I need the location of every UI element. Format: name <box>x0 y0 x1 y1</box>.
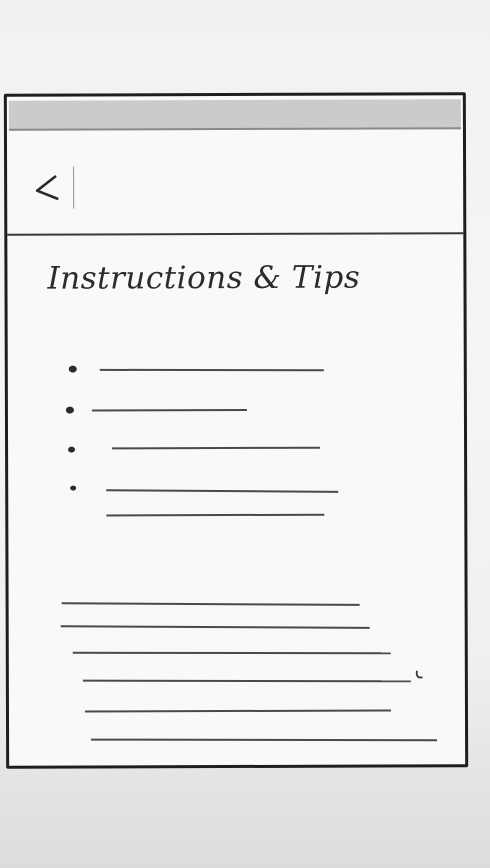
list-item[interactable] <box>7 95 463 97</box>
list-item[interactable] <box>7 95 463 97</box>
scroll-indicator-mark <box>413 669 427 683</box>
text-placeholder-line <box>61 625 370 629</box>
text-placeholder-line <box>73 652 391 655</box>
text-placeholder-line <box>100 369 324 371</box>
text-placeholder-line <box>85 709 391 712</box>
text-placeholder-line <box>83 680 411 683</box>
page-title: Instructions & Tips <box>47 259 361 297</box>
list-item[interactable] <box>7 95 463 97</box>
text-placeholder-line <box>106 514 324 517</box>
status-bar <box>9 99 461 131</box>
app-header <box>7 129 463 236</box>
phone-frame <box>4 92 468 769</box>
bullet-dot <box>66 407 74 414</box>
list-item[interactable] <box>7 95 463 97</box>
text-placeholder-line <box>112 447 320 450</box>
back-button[interactable] <box>29 167 63 209</box>
text-placeholder-line <box>91 739 437 742</box>
header-divider <box>73 167 74 209</box>
bullet-dot <box>69 366 77 373</box>
text-placeholder-line <box>62 602 360 606</box>
bullet-dot <box>68 447 75 453</box>
chevron-left-icon <box>29 167 63 209</box>
text-placeholder-line <box>106 489 338 493</box>
text-placeholder-line <box>92 409 247 412</box>
bullet-dot <box>70 486 76 491</box>
